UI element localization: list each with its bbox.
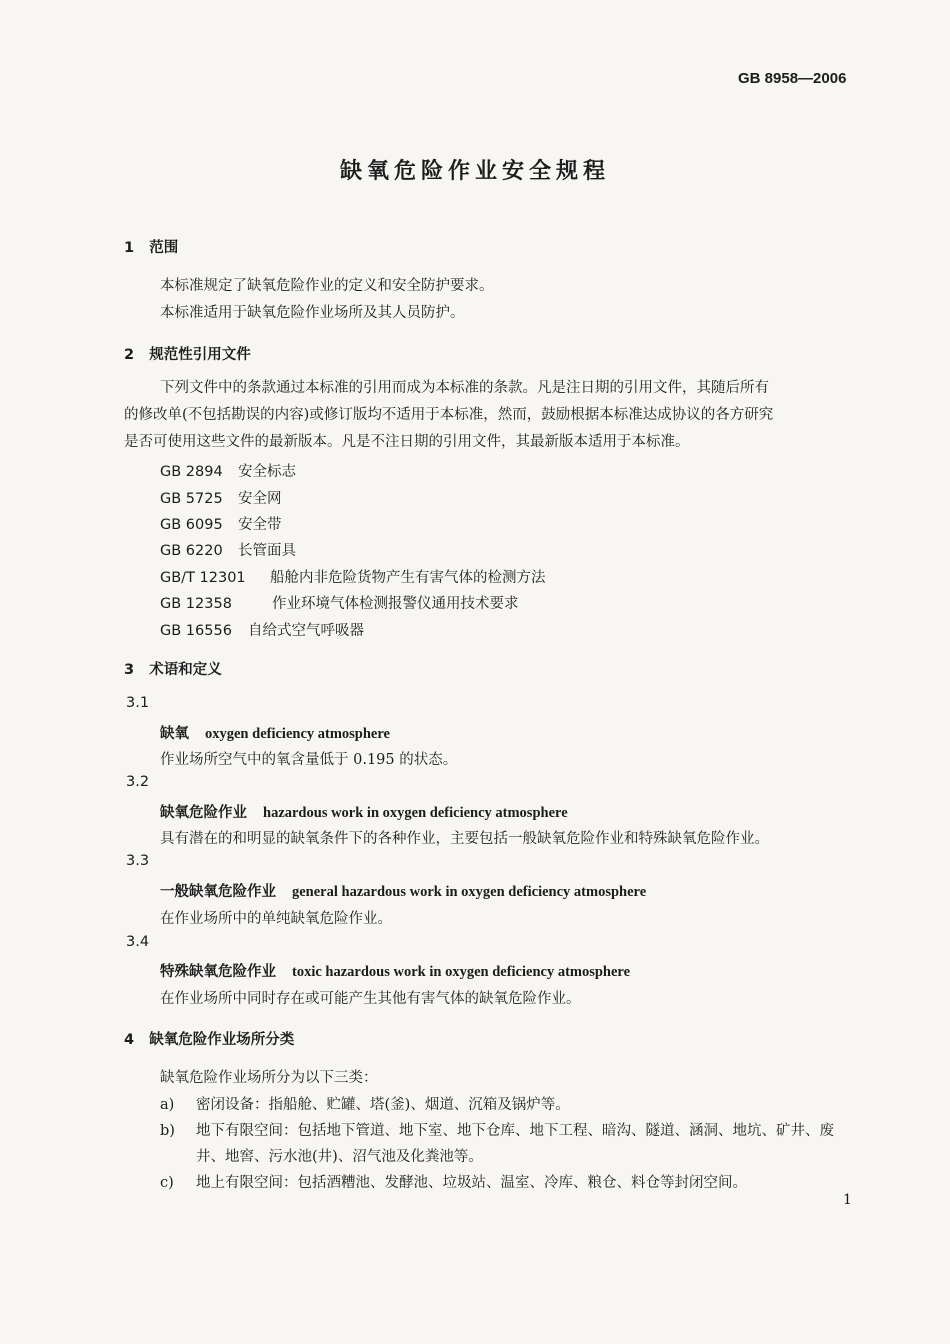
term-chinese: 缺氧 — [160, 726, 189, 742]
reference-title: 自给式空气呼吸器 — [248, 623, 364, 639]
section-number: 2 — [124, 347, 135, 363]
reference-title: 安全网 — [238, 491, 282, 507]
section-number: 4 — [124, 1032, 135, 1048]
term-english: toxic hazardous work in oxygen deficiency atmosphere — [292, 964, 631, 980]
reference-item — [160, 513, 282, 534]
list-label: b) — [160, 1123, 175, 1139]
term-english: oxygen deficiency atmosphere — [205, 726, 390, 742]
term-chinese: 一般缺氧危险作业 — [160, 884, 276, 900]
paragraph-line: 是否可使用这些文件的最新版本。凡是不注日期的引用文件，其最新版本适用于本标准。 — [124, 434, 690, 450]
paragraph-line: 的修改单(不包括勘误的内容)或修订版均不适用于本标准，然而，鼓励根据本标准达成协议的各方研究 — [124, 407, 774, 423]
list-item — [160, 1093, 570, 1114]
section-4-heading — [124, 1028, 294, 1049]
reference-item — [160, 487, 282, 508]
section-number: 3 — [124, 662, 135, 678]
reference-item — [160, 460, 296, 481]
page-number: 1 — [843, 1192, 852, 1208]
term-number: 3.4 — [126, 934, 150, 950]
reference-code: GB 5725 — [160, 491, 223, 507]
reference-code: GB 6095 — [160, 517, 223, 533]
list-text-continued: 井、地窖、污水池(井)、沼气池及化粪池等。 — [196, 1149, 483, 1165]
list-item — [160, 1119, 834, 1140]
term-heading — [160, 880, 646, 901]
term-chinese: 特殊缺氧危险作业 — [160, 964, 276, 980]
list-item — [160, 1171, 747, 1192]
term-definition: 在作业场所中的单纯缺氧危险作业。 — [160, 911, 392, 927]
list-text: 密闭设备：指船舱、贮罐、塔(釜)、烟道、沉箱及锅炉等。 — [196, 1097, 570, 1113]
paragraph: 本标准规定了缺氧危险作业的定义和安全防护要求。 — [160, 278, 494, 294]
document-title: 缺氧危险作业安全规程 — [339, 159, 610, 184]
term-heading — [160, 960, 630, 981]
term-chinese: 缺氧危险作业 — [160, 805, 247, 821]
section-title: 缺氧危险作业场所分类 — [149, 1032, 295, 1048]
section-title: 术语和定义 — [149, 662, 222, 678]
term-number: 3.2 — [126, 774, 150, 790]
section-title: 范围 — [149, 240, 179, 256]
reference-title: 安全标志 — [238, 464, 296, 480]
term-definition: 作业场所空气中的氧含量低于 0.195 的状态。 — [160, 752, 458, 768]
reference-code: GB 6220 — [160, 543, 223, 559]
term-english: hazardous work in oxygen deficiency atmosphere — [263, 805, 568, 821]
paragraph: 本标准适用于缺氧危险作业场所及其人员防护。 — [160, 305, 465, 321]
list-label: c) — [160, 1175, 174, 1191]
reference-code: GB 16556 — [160, 623, 232, 639]
reference-code: GB/T 12301 — [160, 570, 246, 586]
term-heading — [160, 722, 390, 743]
section-2-heading — [124, 343, 251, 364]
reference-title: 安全带 — [238, 517, 282, 533]
reference-code: GB 12358 — [160, 596, 232, 612]
term-number: 3.1 — [126, 695, 150, 711]
reference-title: 作业环境气体检测报警仪通用技术要求 — [272, 596, 519, 612]
section-1-heading — [124, 236, 178, 257]
reference-item — [160, 566, 546, 587]
section-number: 1 — [124, 240, 135, 256]
list-text: 地下有限空间：包括地下管道、地下室、地下仓库、地下工程、暗沟、隧道、涵洞、地坑、矿井、废 — [196, 1123, 834, 1139]
reference-item — [160, 539, 296, 560]
reference-item — [160, 619, 364, 640]
standard-code: GB 8958—2006 — [738, 70, 847, 87]
paragraph-line: 下列文件中的条款通过本标准的引用而成为本标准的条款。凡是注日期的引用文件，其随后所有 — [160, 380, 769, 396]
term-definition: 在作业场所中同时存在或可能产生其他有害气体的缺氧危险作业。 — [160, 991, 581, 1007]
reference-code: GB 2894 — [160, 464, 223, 480]
term-definition: 具有潜在的和明显的缺氧条件下的各种作业，主要包括一般缺氧危险作业和特殊缺氧危险作业。 — [160, 831, 769, 847]
section-title: 规范性引用文件 — [149, 347, 251, 363]
term-english: general hazardous work in oxygen deficiency atmosphere — [292, 884, 647, 900]
list-text: 地上有限空间：包括酒糟池、发酵池、垃圾站、温室、冷库、粮仓、料仓等封闭空间。 — [196, 1175, 747, 1191]
reference-title: 长管面具 — [238, 543, 296, 559]
paragraph: 缺氧危险作业场所分为以下三类： — [160, 1070, 378, 1086]
list-label: a) — [160, 1097, 175, 1113]
section-3-heading — [124, 658, 222, 679]
term-number: 3.3 — [126, 853, 150, 869]
reference-title: 船舱内非危险货物产生有害气体的检测方法 — [270, 570, 546, 586]
term-heading — [160, 801, 568, 822]
reference-item — [160, 592, 519, 613]
